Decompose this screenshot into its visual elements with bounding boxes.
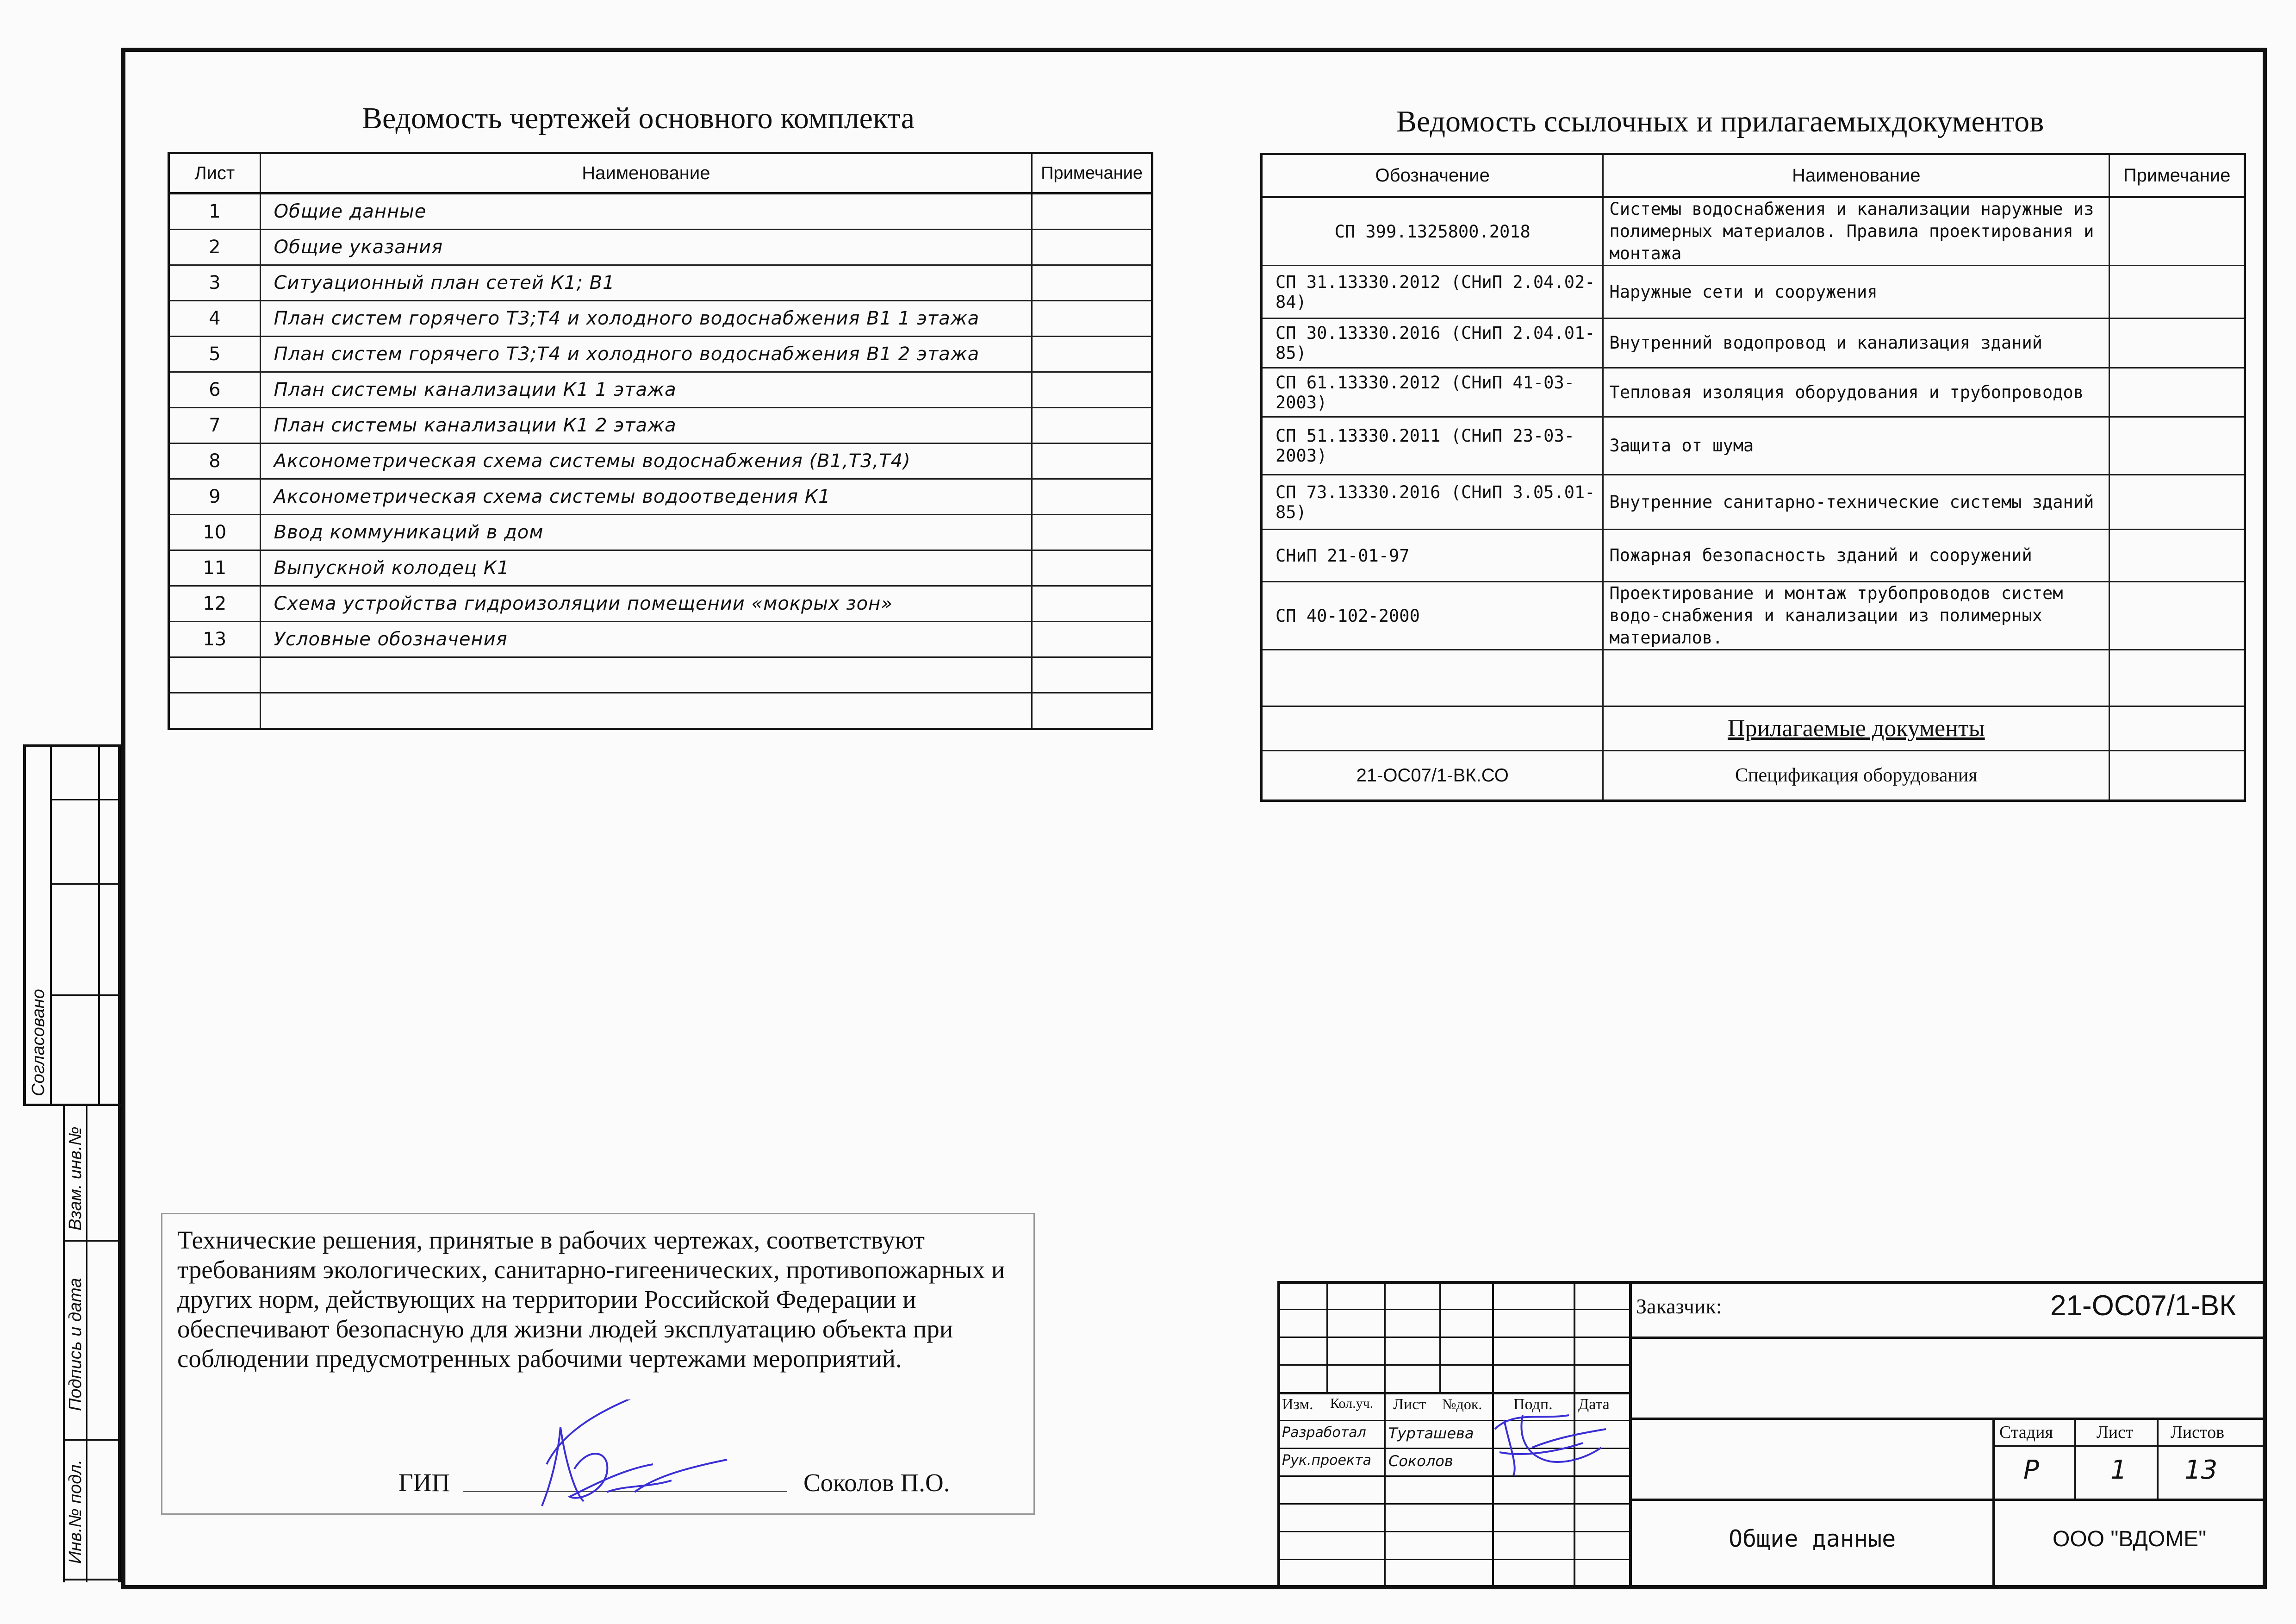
drawing-note <box>1032 372 1152 408</box>
col-ref-note: Примечание <box>2109 154 2245 197</box>
table-row <box>169 408 1152 443</box>
ref-name: Защита от шума <box>1603 417 2109 475</box>
drawing-note <box>1032 586 1152 622</box>
ref-note <box>2109 475 2245 530</box>
ref-note <box>2109 582 2245 650</box>
stage-label: Стадия <box>1999 1423 2053 1442</box>
drawing-note <box>1032 230 1152 265</box>
table-row <box>169 515 1152 550</box>
col-note: Примечание <box>1032 153 1152 194</box>
drawing-note <box>1032 301 1152 337</box>
sheet-number: 1 <box>169 194 261 230</box>
sign-date-label: Подпись и дата <box>66 1278 85 1411</box>
sheet-number: 11 <box>169 550 261 586</box>
drawing-name: Общие указания <box>260 230 1032 265</box>
company-name: ООО "ВДОМЕ" <box>2053 1527 2207 1551</box>
table-row <box>1262 475 2245 530</box>
drawing-name: Ситуационный план сетей К1; В1 <box>260 265 1032 301</box>
empty-row <box>169 657 1152 693</box>
drawing-note <box>1032 408 1152 443</box>
gip-person: Соколов П.О. <box>803 1468 950 1497</box>
ref-note <box>2109 197 2245 266</box>
drawing-note <box>1032 550 1152 586</box>
drawing-name: План системы канализации К1 1 этажа <box>260 372 1032 408</box>
sheet-label: Лист <box>2097 1423 2134 1442</box>
drawing-name: Условные обозначения <box>260 622 1032 657</box>
inv-zam-label: Взам. инв.№ <box>66 1126 85 1230</box>
drawing-name: Схема устройства гидроизоляции помещении «мокрых зон» <box>260 586 1032 622</box>
drawing-note <box>1032 479 1152 515</box>
title-block <box>1277 1281 2267 1589</box>
sheet-number: 7 <box>169 408 261 443</box>
attached-heading: Прилагаемые документы <box>1603 706 2109 751</box>
col-name: Наименование <box>260 153 1032 194</box>
table-row <box>1262 417 2245 475</box>
table-row <box>169 443 1152 479</box>
col-sheet: Лист <box>169 153 261 194</box>
col-data: Дата <box>1578 1396 1610 1413</box>
ref-name: Тепловая изоляция оборудования и трубопроводов <box>1603 368 2109 417</box>
table-row <box>169 372 1152 408</box>
document-name: Общие данные <box>1729 1525 1896 1552</box>
table-row <box>1262 582 2245 650</box>
compliance-text: Технические решения, принятые в рабочих чертежах, соответствуют требованиям экологических, санитарно-гигеенических, противопожарных и других норм, действующих на территории Российской Федерации и обеспечивают безопасную для жизни людей эксплуатацию объекта при соблюдении предусмотренных рабочими чертежами мероприятий. <box>177 1226 1005 1373</box>
ref-note <box>2109 530 2245 582</box>
sheet-number: 4 <box>169 301 261 337</box>
table-row <box>169 622 1152 657</box>
table-row <box>1262 319 2245 368</box>
table-row <box>169 230 1152 265</box>
main-drawings-table <box>168 152 1153 730</box>
sheets-value: 13 <box>2184 1455 2218 1485</box>
ref-docs-table <box>1260 153 2246 802</box>
table-row <box>1262 368 2245 417</box>
ref-name: Пожарная безопасность зданий и сооружений <box>1603 530 2109 582</box>
drawing-note <box>1032 622 1152 657</box>
developed-label: Разработал <box>1282 1424 1366 1441</box>
sheet-number: 12 <box>169 586 261 622</box>
compliance-note <box>161 1213 1035 1515</box>
drawing-note <box>1032 265 1152 301</box>
drawing-note <box>1032 443 1152 479</box>
ref-designation: СП 73.13330.2016 (СНиП 3.05.01-85) <box>1262 475 1603 530</box>
head-name: Соколов <box>1388 1452 1453 1470</box>
sheet-number: 6 <box>169 372 261 408</box>
ref-name: Системы водоснабжения и канализации наружные из полимерных материалов. Правила проектирования и монтажа <box>1603 197 2109 266</box>
col-designation: Обозначение <box>1262 154 1603 197</box>
ref-name: Внутренний водопровод и канализация зданий <box>1603 319 2109 368</box>
col-ndok: №док. <box>1442 1396 1482 1412</box>
table-row <box>169 479 1152 515</box>
doc-code: 21-ОС07/1-ВК <box>2050 1290 2236 1322</box>
drawing-name: План систем горячего Т3;Т4 и холодного водоснабжения В1 2 этажа <box>260 337 1032 372</box>
drawing-note <box>1032 515 1152 550</box>
sheet-number: 10 <box>169 515 261 550</box>
ref-designation: СП 30.13330.2016 (СНиП 2.04.01-85) <box>1262 319 1603 368</box>
sheet-number: 3 <box>169 265 261 301</box>
table-row <box>169 586 1152 622</box>
ref-note <box>2109 368 2245 417</box>
attached-heading-row <box>1262 706 2245 751</box>
table-row <box>1262 197 2245 266</box>
side-stamp <box>23 744 121 1582</box>
drawing-name: Выпускной колодец К1 <box>260 550 1032 586</box>
table-row <box>1262 530 2245 582</box>
ref-designation: СП 61.13330.2012 (СНиП 41-03-2003) <box>1262 368 1603 417</box>
drawing-note <box>1032 194 1152 230</box>
col-izm: Изм. <box>1282 1396 1313 1413</box>
table-row <box>169 337 1152 372</box>
developer-signature <box>1486 1401 1611 1480</box>
ref-name: Внутренние санитарно-технические системы зданий <box>1603 475 2109 530</box>
col-list: Лист <box>1393 1396 1426 1413</box>
ref-note <box>2109 266 2245 319</box>
customer-label: Заказчик: <box>1636 1294 1722 1318</box>
gip-label: ГИП <box>398 1468 450 1497</box>
sheet-value: 1 <box>2110 1455 2127 1485</box>
col-ref-name: Наименование <box>1603 154 2109 197</box>
table-row <box>169 194 1152 230</box>
ref-name: Проектирование и монтаж трубопроводов систем водо-снабжения и канализации из полимерных материалов. <box>1603 582 2109 650</box>
sheet-number: 8 <box>169 443 261 479</box>
sheets-label: Листов <box>2171 1423 2225 1442</box>
table-row <box>1262 751 2245 801</box>
ref-name: Наружные сети и сооружения <box>1603 266 2109 319</box>
drawing-note <box>1032 337 1152 372</box>
ref-note <box>2109 319 2245 368</box>
sheet-number: 2 <box>169 230 261 265</box>
col-kol: Кол.уч. <box>1330 1396 1374 1411</box>
sheet-number: 13 <box>169 622 261 657</box>
head-label: Рук.проекта <box>1282 1452 1371 1468</box>
inv-orig-label: Инв.№ подл. <box>66 1459 85 1564</box>
ref-designation: СП 51.13330.2011 (СНиП 23-03-2003) <box>1262 417 1603 475</box>
gip-signature <box>533 1399 736 1511</box>
stage-value: Р <box>2023 1455 2039 1485</box>
empty-row <box>1262 650 2245 706</box>
sheet-number: 5 <box>169 337 261 372</box>
table-row <box>169 550 1152 586</box>
agreed-label: Согласовано <box>29 989 48 1096</box>
ref-designation: СНиП 21-01-97 <box>1262 530 1603 582</box>
empty-row <box>169 693 1152 729</box>
col-podp: Подп. <box>1513 1396 1553 1413</box>
ref-designation: СП 40-102-2000 <box>1262 582 1603 650</box>
ref-designation: СП 31.13330.2012 (СНиП 2.04.02-84) <box>1262 266 1603 319</box>
drawing-name: Ввод коммуникаций в дом <box>260 515 1032 550</box>
attached-name: Спецификация оборудования <box>1603 751 2109 801</box>
drawing-name: План систем горячего Т3;Т4 и холодного водоснабжения В1 1 этажа <box>260 301 1032 337</box>
table-row <box>169 265 1152 301</box>
developed-name: Турташева <box>1388 1424 1474 1442</box>
main-drawings-title: Ведомость чертежей основного комплекта <box>362 101 915 135</box>
ref-designation: СП 399.1325800.2018 <box>1262 197 1603 266</box>
table-row <box>169 301 1152 337</box>
drawing-name: Общие данные <box>260 194 1032 230</box>
table-row <box>1262 266 2245 319</box>
ref-note <box>2109 417 2245 475</box>
attached-designation: 21-ОС07/1-ВК.СО <box>1262 751 1603 801</box>
drawing-name: Аксонометрическая схема системы водоотведения К1 <box>260 479 1032 515</box>
ref-docs-title: Ведомость ссылочных и прилагаемыхдокументов <box>1396 105 2044 138</box>
drawing-name: Аксонометрическая схема системы водоснабжения (В1,Т3,Т4) <box>260 443 1032 479</box>
drawing-name: План системы канализации К1 2 этажа <box>260 408 1032 443</box>
sheet-number: 9 <box>169 479 261 515</box>
